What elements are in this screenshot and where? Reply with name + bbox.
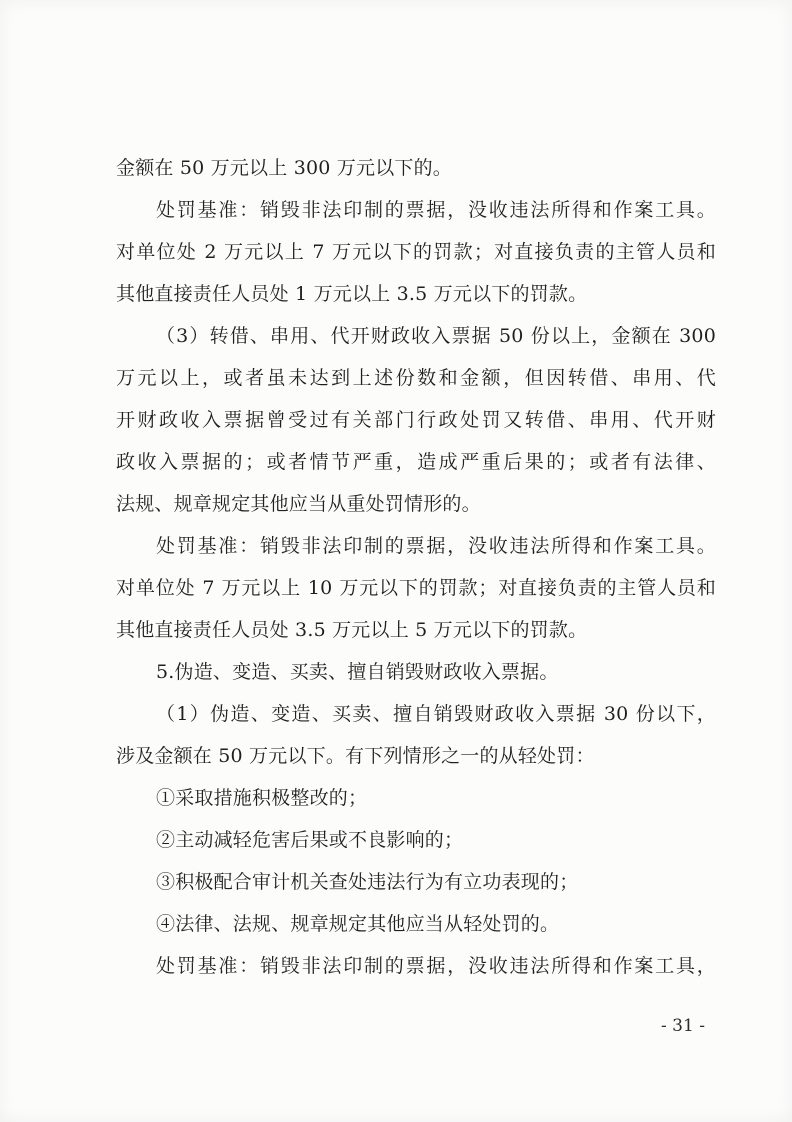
page-number: - 31 -: [661, 1016, 705, 1036]
text-line-02: 处罚基准：销毁非法印制的票据，没收违法所得和作案工具。: [156, 199, 716, 221]
text-line-05: （3）转借、串用、代开财政收入票据 50 份以上，金额在 300: [156, 325, 716, 347]
text-line-09: 法规、规章规定其他应当从重处罚情形的。: [116, 493, 481, 515]
text-line-12: 其他直接责任人员处 3.5 万元以上 5 万元以下的罚款。: [116, 619, 588, 641]
text-line-17: ②主动减轻危害后果或不良影响的；: [156, 829, 464, 851]
text-line-03: 对单位处 2 万元以上 7 万元以下的罚款；对直接负责的主管人员和: [116, 241, 716, 263]
text-line-13: 5.伪造、变造、买卖、擅自销毁财政收入票据。: [156, 661, 559, 683]
text-line-16: ①采取措施积极整改的；: [156, 787, 368, 809]
text-line-19: ④法律、法规、规章规定其他应当从轻处罚的。: [156, 913, 560, 935]
text-line-15: 涉及金额在 50 万元以下。有下列情形之一的从轻处罚：: [116, 745, 595, 767]
text-line-08: 政收入票据的；或者情节严重，造成严重后果的；或者有法律、: [116, 451, 716, 473]
text-line-20: 处罚基准：销毁非法印制的票据，没收违法所得和作案工具，: [156, 955, 716, 977]
text-line-18: ③积极配合审计机关查处违法行为有立功表现的；: [156, 871, 579, 893]
text-line-14: （1）伪造、变造、买卖、擅自销毁财政收入票据 30 份以下，: [156, 703, 716, 725]
text-line-07: 开财政收入票据曾受过有关部门行政处罚又转借、串用、代开财: [116, 409, 716, 431]
text-line-04: 其他直接责任人员处 1 万元以上 3.5 万元以下的罚款。: [116, 283, 588, 305]
text-line-10: 处罚基准：销毁非法印制的票据，没收违法所得和作案工具。: [156, 535, 716, 557]
text-line-11: 对单位处 7 万元以上 10 万元以下的罚款；对直接负责的主管人员和: [116, 577, 716, 599]
text-line-06: 万元以上，或者虽未达到上述份数和金额，但因转借、串用、代: [116, 367, 716, 389]
text-line-01: 金额在 50 万元以上 300 万元以下的。: [116, 157, 453, 179]
